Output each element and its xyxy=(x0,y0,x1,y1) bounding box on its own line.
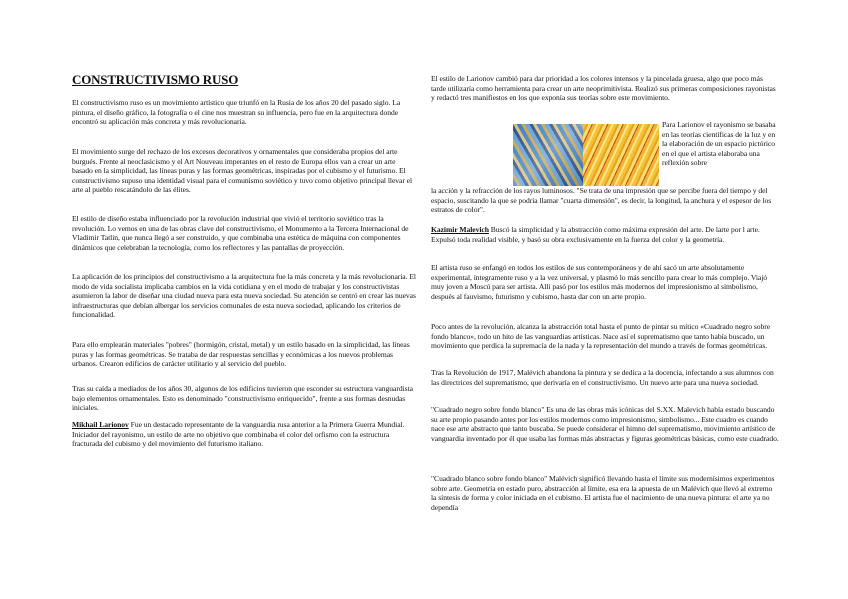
paragraph-rayonism-rest: la acción y la refracción de los rayos luminosos. "Se trata de una impresión que se percibe fuera del tiempo y del espacio, suscitando la que se podría llamar "cuarta dimensión", es decir, la longitud, la anchura y el espesor de los estratos de color". xyxy=(431,186,772,215)
larionov-text: Fue un destacado representante de la vanguardia rusa anterior a la Primera Guerra Mundial. Iniciador del rayonismo, un estilo de arte no objetivo que combinaba el color del orfismo con la estructura fracturada del cubismo y del movimiento del futurismo italiano. xyxy=(72,420,405,449)
malevich-text: Buscó la simplicidad y la abstracción como máxima expresión del arte. De larte por l arte. Expulsó toda realidad visible, y basó su obra exclusivamente en la fuerza del color y la geometría. xyxy=(431,225,760,244)
larionov-name-link[interactable]: Mikhail Larionov xyxy=(72,420,129,429)
rayonism-blue-painting xyxy=(513,124,583,186)
image-wrap-text xyxy=(662,120,778,168)
paragraph-malevich-styles: El artista ruso se enfangó en todos los estilos de sus contemporáneos y de ahí sacó un arte absolutamente experimental, íntegramente ruso y a la vez universal, y plasmó lo más sencillo para crear lo más complejo. Viajó muy joven a Moscú para ser artista. Allí pasó por los estilos más modernos del impresionismo al simbolismo, después al fauvismo, futurismo y cubismo, hasta dar con un arte propio. xyxy=(431,263,768,301)
malevich-name-link[interactable]: Kazimir Malevich xyxy=(431,225,489,234)
paragraph-revolution: Tras la Revolución de 1917, Malévich abandona la pintura y se dedica a la docencia, infectando a sus alumnos con las directrices del suprematismo, que derivaría en el constructivismo. Un nuevo arte para una nueva sociedad. xyxy=(431,368,774,387)
paragraph-decline: Tras su caída a mediados de los años 30, algunos de los edificios tuvieron que esconder su estructura vanguardista bajo elementos ornamentales. Esto es denominado "constructivismo enriquecido", frente a sus formas desnudas iniciales. xyxy=(72,384,413,413)
paragraph-larionov xyxy=(72,420,416,449)
rayonism-yellow-painting xyxy=(583,124,659,186)
paragraph-origins: El movimiento surge del rechazo de los excesos decorativos y ornamentales que consideraba propios del arte burgués. Frente al neoclasicismo y el Art Nouveau imperantes en el resto de Europa ellos van a crear un arte basado en la simplicidad, las líneas puras y las formas geométricas, inspiradas por el cubismo y el futurismo. El constructivismo supuso una identidad visual para el comunismo soviético y tuvo como objetivo principal llevar el arte al pueblo rescatándolo de las élites. xyxy=(72,147,413,195)
paragraph-materials: Para ello emplearán materiales "pobres" (hormigón, cristal, metal) y un estilo basado en la simplicidad, las líneas puras y las formas geométricas. Se trataba de dar respuestas sencillas y económicas a los nuevos problemas urbanos. Crearon edificios de carácter utilitario y al servicio del pueblo. xyxy=(72,340,410,369)
paragraph-intro: El constructivismo ruso es un movimiento artístico que triunfó en la Rusia de los años 20 del pasado siglo. La pintura, el diseño gráfico, la fotografía o el cine nos muestran su influencia, pero fue en la arquitectura donde encontró su aplicación más concreta y más revolucionaria. xyxy=(72,98,401,127)
paragraph-white-square: "Cuadrado blanco sobre fondo blanco" Malévich significó llevando hasta el límite sus modernísimos experimentos sobre arte. Geometría en estado puro, abstracción al límite, esa era la apuesta de un Malévich que llevó al extremo la síntesis de forma y color iniciada en el cubismo. El artista fue el nacimiento de una nueva pintura: el arte ya no dependía xyxy=(431,474,775,512)
paragraph-larionov-style: El estilo de Larionov cambió para dar prioridad a los colores intensos y la pincelada gruesa, algo que poco más tarde utilizaría como herramienta para crear un arte neoprimitivista. Realizó sus primeras composiciones rayonistas y redactó tres manifiestos en los que exponía sus teorías sobre este movimiento. xyxy=(431,74,776,103)
paragraph-rayonism-wrap: Para Larionov el rayonismo se basaba en las teorías científicas de la luz y en la elaboración de un espacio pictórico en el que el artista elaboraba una reflexión sobre xyxy=(662,120,776,168)
paragraph-industrial: El estilo de diseño estaba influenciado por la revolución industrial que vivió el territorio soviético tras la revolución. Lo vemos en una de las obras clave del constructivismo, el Monumento a la Tercera Internacional de Vladimir Tatlin, que nunca llegó a ser construido, y que combinaba una estética de máquina con componentes dinámicos que celebraban la tecnología, como los reflectores y las pantallas de proyección. xyxy=(72,214,409,252)
paragraph-architecture: La aplicación de los principios del constructivismo a la arquitectura fue la más concreta y la más revolucionaria. El modo de vida socialista implicaba cambios en la vida cotidiana y en el modo de trabajar y los constructivistas asumieron la labor de diseñar una ciudad nueva para esta nueva sociedad. Su atención se centró en crear las nuevas infraestructuras que debían albergar los servicios comunales de esta nueva sociedad, aplicando los criterios de funcionalidad. xyxy=(72,272,416,320)
paragraph-black-square: "Cuadrado negro sobre fondo blanco" Es una de las obras más icónicas del S.XX. Malevich había estado buscando su arte propio pasando antes por los estilos modernos como impresionismo, simbolismo... Este cuadro es cuando nace ese arte abstracto que tanto buscaba. Se puede considerar el himno del suprematismo, movimiento artístico de vanguardia inventado por él que usaba las formas más abstractas y figuras geométricas básicas, como este cuadrado. xyxy=(431,405,779,443)
paragraph-suprematism: Poco antes de la revolución, alcanza la abstracción total hasta el punto de pintar su mítico «Cuadrado negro sobre fondo blanco», todo un hito de las vanguardias artísticas. Nace así el suprematismo que tanto había buscado, un movimiento que perdica la supremacía de la nada y la representación del mundo a través de formas geométricas. xyxy=(431,322,771,351)
paragraph-malevich xyxy=(431,225,779,244)
page-title: CONSTRUCTIVISMO RUSO xyxy=(72,72,239,87)
rayonism-artwork-image xyxy=(513,124,659,186)
